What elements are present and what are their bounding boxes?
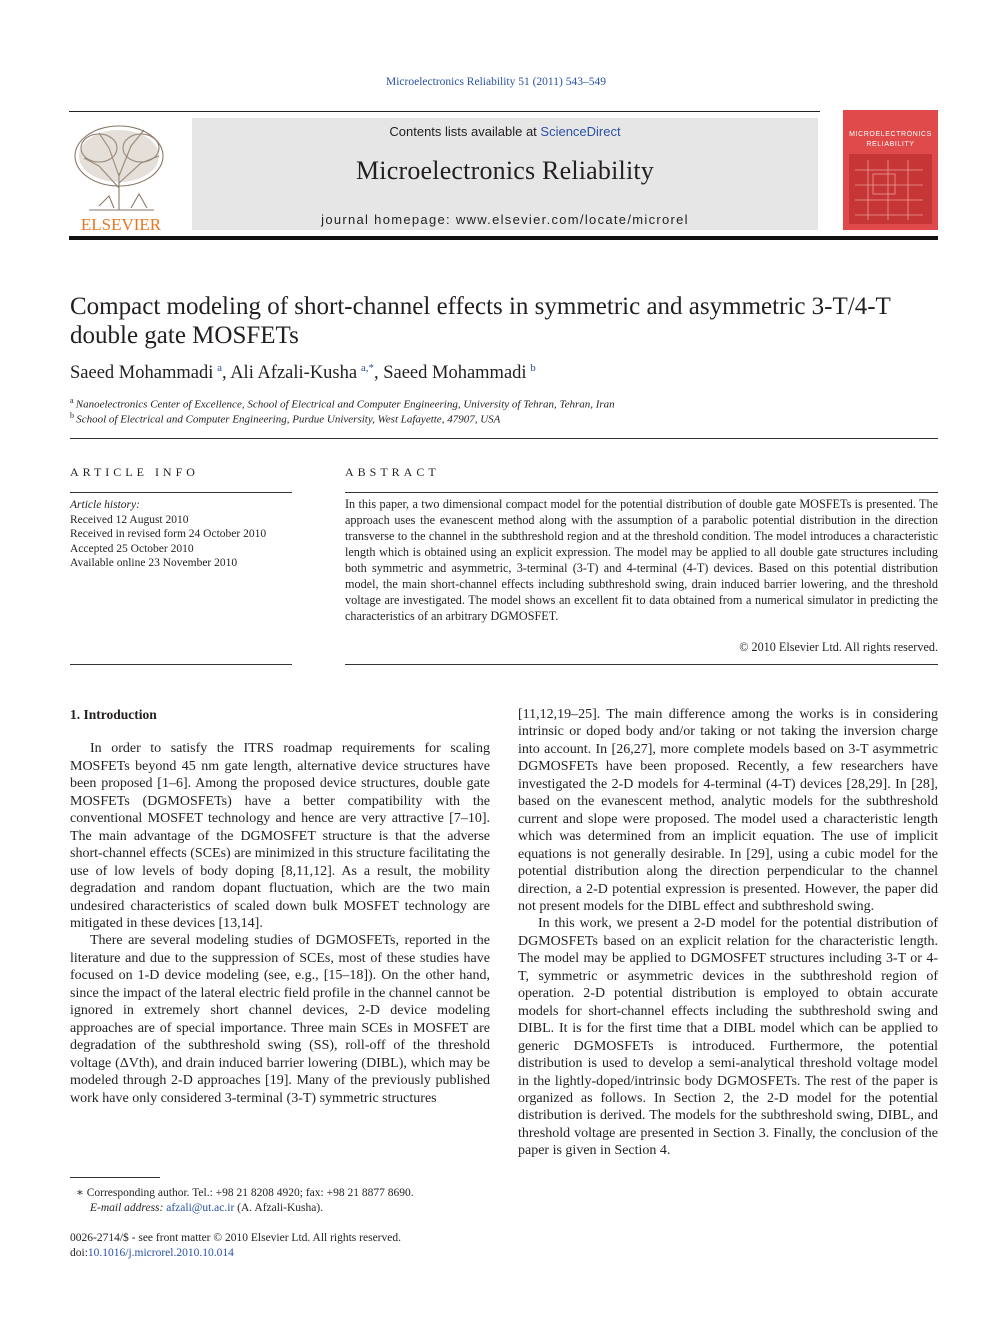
journal-name: Microelectronics Reliability	[355, 156, 654, 185]
article-history	[70, 498, 300, 571]
article-info-bottom-rule	[70, 664, 292, 665]
elsevier-logo	[69, 118, 173, 236]
paragraph: There are several modeling studies of DGMOSFETs, reported in the literature and due to the suppression of SCEs, most of these studies have focused on 1-D device modeling (see, e.g., [15–18]). On the other hand, since the impact of the lateral electric field profile in the channel cannot be ignored in extremely short channel devices, 2-D device modeling approaches are of special importance. Three main SCEs in MOSFET are degradation of the subthreshold swing (SS), roll-off of the threshold voltage (ΔVth), and drain induced barrier lowering (DIBL), which may be modeled through 2-D approaches [19]. Many of the previously published work have only considered 3-terminal (3-T) symmetric structures	[70, 933, 490, 1106]
history-item: Received 12 August 2010	[70, 513, 189, 526]
title-line2: double gate MOSFETs	[70, 322, 299, 349]
title-divider	[70, 438, 938, 439]
cover-art-icon	[843, 110, 938, 230]
elsevier-tree-icon	[69, 118, 173, 236]
sciencedirect-link[interactable]: ScienceDirect	[540, 124, 621, 139]
publisher-name: ELSEVIER	[80, 215, 162, 234]
history-item: Received in revised form 24 October 2010	[70, 528, 267, 540]
affiliation-mark: b	[70, 411, 74, 420]
cover-title-line2: RELIABILITY	[866, 141, 915, 148]
history-item: Available online 23 November 2010	[70, 557, 238, 569]
paragraph: In this work, we present a 2-D model for the potential distribution of DGMOSFETs based on an explicit relation for the characteristic length. The model may be applied to DGMOSFET structures including 3-T or 4-T, symmetric or asymmetric devices in the subthreshold region of operation. 2-D potential distribution is employed to obtain accurate models for short-channel effects including the subthreshold swing and DIBL. It is for the first time that a DIBL model which can be applied to generic DGMOSFETs is introduced. Furthermore, the potential distribution is used to develop a semi-analytical threshold voltage model in the lightly-doped/intrinsic body DGMOSFETs. The rest of the paper is organized as follows. In Section 2, the 2-D model for the potential distribution is derived. The models for the subthreshold swing, DIBL, and threshold voltage are presented in Section 3. Finally, the conclusion of the paper is given in Section 4.	[518, 916, 938, 1159]
homepage-prefix: journal homepage:	[321, 212, 456, 227]
header-rule	[69, 111, 820, 112]
email-label: E-mail address:	[90, 1201, 167, 1214]
abstract-text: In this paper, a two dimensional compact model for the potential distribution of double gate MOSFETs is presented. The approach uses the evanescent method along with the assumption of a parabolic potential distribution in the direction transverse to the channel in the subthreshold region and at the threshold condition. The model introduces a characteristic length which is obtained using an explicit expression. The model may be applied to all double gate structures including both symmetric and asymmetric, 3-terminal (3-T) and 4-terminal (4-T) devices. Based on this potential distribution model, the main short-channel effects including subthreshold swing, drain induced barrier lowering, and the threshold voltage are investigated. The model shows an excellent fit to data obtained from a numerical simulator in predicting the characteristics of an arbitrary DGMOSFET.	[345, 497, 938, 623]
affiliation-text: Nanoelectronics Center of Excellence, School of Electrical and Computer Engineering, University of Tehran, Tehran, Iran	[75, 398, 615, 411]
author-list: Saeed Mohammadi $^a$, Ali Afzali-Kusha $^{a,*}$, Saeed Mohammadi $^b$	[70, 362, 536, 384]
cover-title-line1: MICROELECTRONICS	[849, 131, 932, 138]
history-item: Accepted 25 October 2010	[70, 542, 194, 555]
affiliation	[70, 411, 940, 426]
issn-line: 0026-2714/$ - see front matter © 2010 Elsevier Ltd. All rights reserved.	[70, 1232, 401, 1244]
email-line	[76, 1201, 496, 1216]
title-line1: Compact modeling of short-channel effects in symmetric and asymmetric 3-T/4-T	[70, 293, 891, 320]
doi-line	[70, 1246, 500, 1261]
affiliation	[70, 396, 940, 411]
abstract-copyright: © 2010 Elsevier Ltd. All rights reserved.	[739, 640, 938, 654]
history-label: Article history:	[70, 499, 140, 511]
journal-cover	[843, 110, 938, 230]
journal-citation[interactable]: Microelectronics Reliability 51 (2011) 543–549	[386, 76, 606, 88]
corresponding-author-note: ∗ Corresponding author. Tel.: +98 21 8208 4920; fax: +98 21 8877 8690.	[76, 1187, 414, 1199]
left-column	[70, 706, 490, 1107]
doi-link[interactable]: 10.1016/j.microrel.2010.10.014	[87, 1246, 234, 1259]
contents-prefix: Contents lists available at	[389, 124, 541, 139]
article-info-rule	[70, 492, 292, 493]
author-name: Saeed Mohammadi	[70, 363, 214, 384]
paragraph: [11,12,19–25]. The main difference among the works is in considering intrinsic or doped body and/or taking or not taking the inversion charge into account. In [26,27], more complete models based on 3-T asymmetric DGMOSFETs have been proposed. Recently, a few researchers have investigated the 2-D models for 4-terminal (4-T) devices [28,29]. In [28], based on the evanescent method, analytic models for the subthreshold current and slope were proposed. The model used a characteristic length which was determined from an implicit equation. The use of implicit equations is not generally desirable. In [29], using a cubic model for the potential distribution along the direction perpendicular to the channel direction, a 2-D potential expression is presented. However, the paper did not present models for the DIBL effect and subthreshold swing.	[518, 707, 938, 914]
front-matter	[70, 1231, 500, 1260]
affiliation-mark: a	[70, 396, 74, 405]
header-thick-rule	[69, 236, 938, 240]
contents-line	[192, 124, 818, 139]
author-affil-mark[interactable]: b	[530, 362, 536, 374]
doi-label: doi:	[70, 1246, 88, 1259]
footnote-rule	[70, 1177, 160, 1178]
author-affil-mark[interactable]: a,*	[360, 362, 374, 374]
abstract-rule	[345, 492, 938, 493]
paragraph: In order to satisfy the ITRS roadmap requirements for scaling MOSFETs beyond 45 nm gate length, alternative device structures have been proposed [1–6]. Among the proposed device structures, double gate MOSFETs (DGMOSFETs) have a better compatibility with the conventional MOSFET technology and hence are very attractive [7–10]. The main advantage of the DGMOSFET structure is that the adverse short-channel effects (SCEs) are minimized in this structure facilitating the use of low levels of body doping [8,11,12]. As a result, the mobility degradation and random dopant fluctuation, which are the two main undesired characteristics of scaled down bulk MOSFET technology are mitigated in these devices [13,14].	[70, 741, 490, 931]
author-name: Saeed Mohammadi	[383, 363, 527, 384]
email-link[interactable]: afzali@ut.ac.ir	[166, 1201, 235, 1214]
article-info-heading: ARTICLE INFO	[70, 465, 199, 479]
author-affil-mark[interactable]: a	[217, 362, 222, 374]
article-title	[70, 292, 940, 350]
author-name: Ali Afzali-Kusha	[230, 363, 358, 384]
footnote	[76, 1186, 496, 1215]
abstract-heading: ABSTRACT	[345, 465, 440, 479]
journal-homepage	[192, 212, 818, 227]
affiliation-text: School of Electrical and Computer Engineering, Purdue University, West Lafayette, 47907, USA	[76, 413, 501, 426]
email-suffix: (A. Afzali-Kusha).	[234, 1201, 324, 1214]
homepage-url[interactable]: www.elsevier.com/locate/microrel	[455, 212, 689, 227]
right-column	[518, 706, 938, 1160]
section-heading-introduction: 1. Introduction	[70, 707, 157, 722]
abstract-bottom-rule	[345, 664, 938, 665]
